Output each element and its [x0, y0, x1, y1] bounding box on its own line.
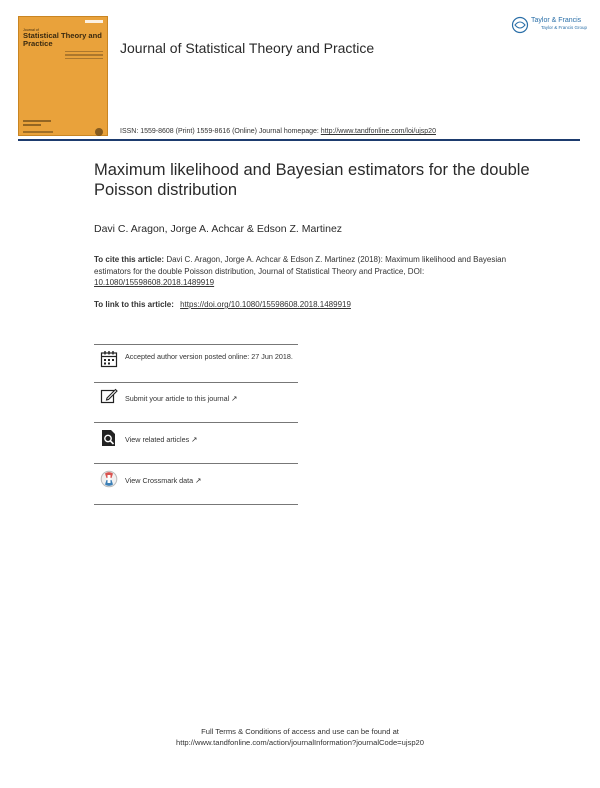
- cover-footer-line: [23, 124, 41, 126]
- publisher-name: Taylor & Francis: [531, 17, 582, 24]
- submit-article-link[interactable]: [125, 394, 238, 404]
- article-doi-link[interactable]: https://doi.org/10.1080/15598608.2018.1489919: [180, 300, 351, 309]
- cover-title-prefix: Journal of: [23, 28, 39, 32]
- accepted-row: [94, 344, 298, 383]
- crossmark-link[interactable]: [125, 476, 201, 486]
- journal-homepage-link[interactable]: http://www.tandfonline.com/loi/ujsp20: [320, 128, 436, 135]
- publisher-group: Taylor & Francis Group: [541, 25, 588, 30]
- citation-text: Davi C. Aragon, Jorge A. Achcar & Edson Z. Martinez (2018): Maximum likelihood and Bayesian estimators for the double Poisson distribution, Journal of Statistical Theory and Practice, DOI:: [94, 255, 507, 276]
- cover-text-lines: [65, 51, 103, 61]
- submit-row[interactable]: [94, 382, 298, 423]
- article-authors: Davi C. Aragon, Jorge A. Achcar & Edson Z. Martinez: [94, 223, 343, 235]
- accepted-date: Accepted author version posted online: 27 Jun 2018.: [125, 352, 293, 361]
- journal-cover: [18, 16, 108, 136]
- issn-line: [120, 128, 436, 135]
- footer-terms-link[interactable]: http://www.tandfonline.com/action/journalInformation?journalCode=ujsp20: [175, 737, 424, 747]
- cover-label: [85, 20, 103, 23]
- citation-doi-link[interactable]: 10.1080/15598608.2018.1489919: [94, 278, 215, 288]
- crossmark-label: View Crossmark data: [125, 476, 194, 485]
- publisher-logo[interactable]: [511, 16, 588, 39]
- calendar-icon: [100, 350, 118, 368]
- cover-footer-line: [23, 131, 53, 133]
- external-link-icon: ↗: [191, 435, 198, 444]
- journal-title[interactable]: Journal of Statistical Theory and Practice: [120, 40, 375, 56]
- issn-text: ISSN: 1559-8608 (Print) 1559-8616 (Online) Journal homepage:: [120, 128, 319, 135]
- related-articles-label: View related articles: [125, 435, 190, 444]
- related-row[interactable]: [94, 423, 298, 464]
- footer: [0, 727, 600, 748]
- pencil-icon: [100, 387, 118, 405]
- cover-title-main: Statistical Theory and Practice: [23, 31, 102, 48]
- related-articles-link[interactable]: [125, 435, 197, 445]
- external-link-icon: ↗: [195, 476, 202, 485]
- cover-footer-line: [23, 120, 51, 122]
- publisher-logo-icon: [511, 16, 529, 34]
- footer-terms-text: Full Terms & Conditions of access and use can be found at: [201, 727, 399, 736]
- related-articles-icon: [100, 429, 118, 447]
- crossmark-icon: [100, 470, 118, 488]
- cover-logo: [95, 128, 103, 136]
- submit-article-label: Submit your article to this journal: [125, 394, 230, 403]
- article-title: Maximum likelihood and Bayesian estimators for the double Poisson distribution: [94, 161, 530, 199]
- citation: [94, 254, 544, 289]
- article-link: [94, 300, 351, 309]
- external-link-icon: ↗: [231, 394, 238, 403]
- crossmark-row[interactable]: [94, 464, 298, 505]
- cover-title: [23, 28, 107, 47]
- article-link-label: To link to this article:: [94, 300, 174, 309]
- header-divider: [18, 139, 580, 141]
- citation-label: To cite this article:: [94, 255, 165, 264]
